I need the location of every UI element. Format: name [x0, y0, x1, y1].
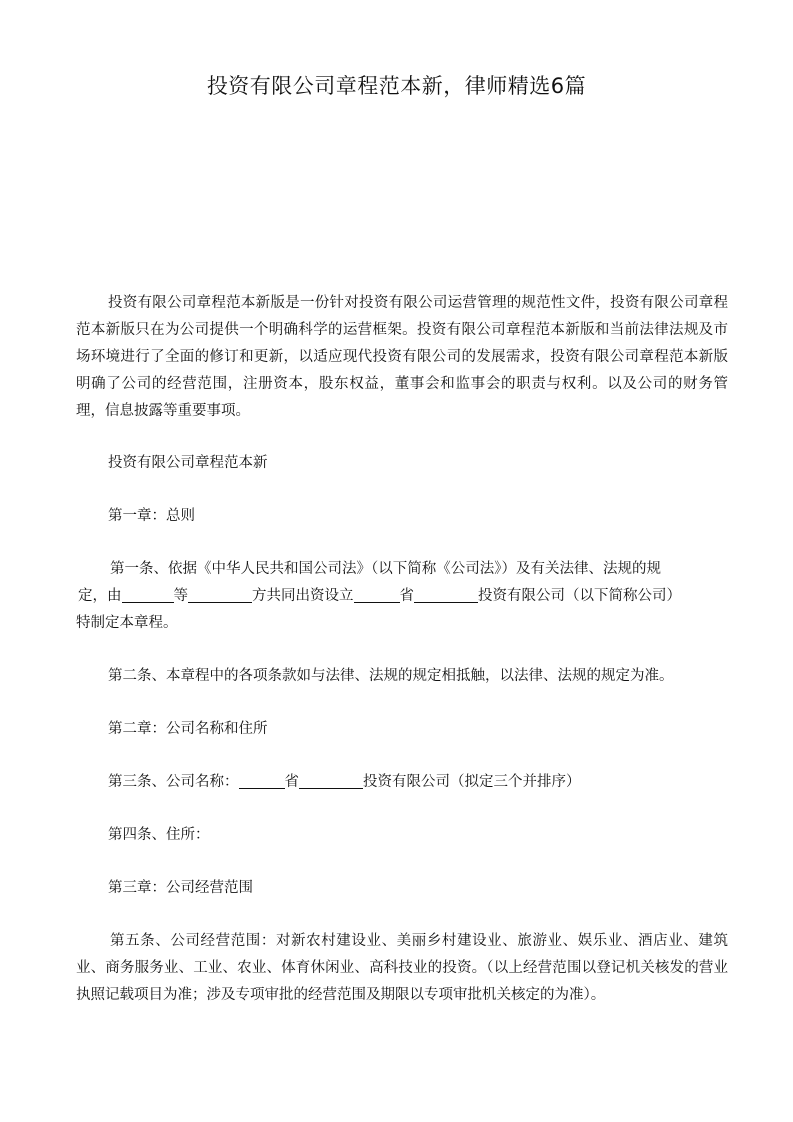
article-1-text-b: 等 [173, 588, 188, 604]
article-1-text-d: 省 [399, 588, 414, 604]
article-1-text-a: 定，由 [78, 588, 122, 604]
blank-field [299, 773, 363, 789]
article-2: 第二条、本章程中的各项条款如与法律、法规的规定相抵触，以法律、法规的规定为准。 [108, 668, 674, 684]
article-4: 第四条、住所： [108, 827, 210, 843]
blank-field [188, 587, 252, 603]
chapter-3-heading: 第三章：公司经营范围 [108, 880, 253, 896]
blank-field [354, 587, 400, 603]
article-1-line-3: 特制定本章程。 [76, 615, 178, 631]
article-3 [76, 769, 736, 796]
chapter-2-heading: 第二章：公司名称和住所 [108, 721, 268, 737]
blank-field [239, 773, 285, 789]
article-3-text-a: 第三条、公司名称： [108, 774, 239, 790]
chapter-1-heading: 第一章：总则 [108, 508, 195, 524]
article-3-text-c: 投资有限公司（拟定三个并排序） [363, 774, 581, 790]
blank-field [122, 587, 174, 603]
article-5: 第五条、公司经营范围：对新农村建设业、美丽乡村建设业、旅游业、娱乐业、酒店业、建筑业、商务服务业、工业、农业、体育休闲业、高科技业的投资。（以上经营范围以登记机关核发的营业执照记载项目为准；涉及专项审批的经营范围及期限以专项审批机关核定的为准）。 [76, 933, 728, 1003]
article-3-text-b: 省 [284, 774, 299, 790]
article-1-text-e: 投资有限公司（以下简称公司） [478, 588, 681, 604]
document-title: 投资有限公司章程范本新，律师精选6篇 [206, 74, 587, 98]
article-1-text-c: 方共同出资设立 [252, 588, 354, 604]
intro-paragraph: 投资有限公司章程范本新版是一份针对投资有限公司运营管理的规范性文件，投资有限公司章程范本新版只在为公司提供一个明确科学的运营框架。投资有限公司章程范本新版和当前法律法规及市场环境进行了全面的修订和更新，以适应现代投资有限公司的发展需求，投资有限公司章程范本新版明确了公司的经营范围，注册资本，股东权益，董事会和监事会的职责与权利。以及公司的财务管理，信息披露等重要事项。 [76, 295, 728, 419]
blank-field [414, 587, 478, 603]
article-1-line-2 [76, 583, 736, 610]
article-1-line-1: 第一条、依据《中华人民共和国公司法》（以下简称《公司法》）及有关法律、法规的规 [110, 561, 661, 577]
section-subtitle: 投资有限公司章程范本新 [108, 455, 268, 471]
